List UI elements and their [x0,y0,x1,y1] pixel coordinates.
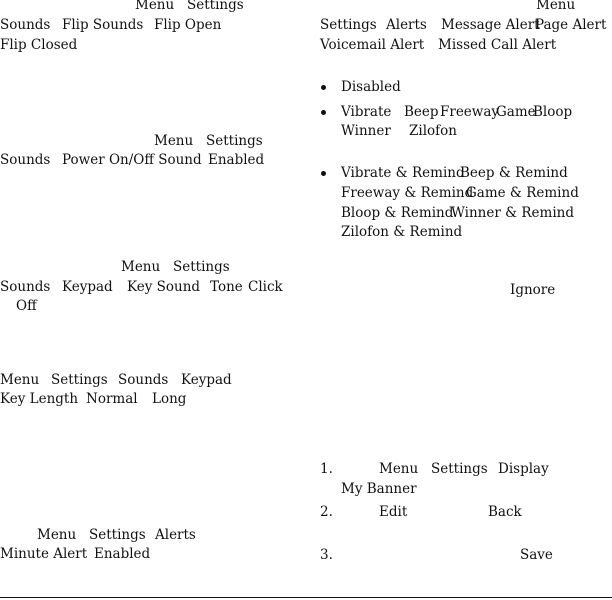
step-1-display: Display [498,461,549,477]
option-zilofon: Zilofon [409,123,457,139]
power-onoff-sound-label: Power On/Off Sound [62,152,202,168]
bullet-dot [321,171,326,176]
step-1-menu: Menu [379,461,419,477]
option-game: Game [496,104,536,120]
keysound-tone-label: Tone [210,279,243,295]
option-zilofon-remind: Zilofon & Remind [341,224,463,240]
alerts-page-alert-label: Page Alert [535,17,607,33]
keylength-menu-label: Menu [0,372,40,388]
step-2-edit: Edit [379,504,408,520]
option-game-remind: Game & Remind [466,185,579,201]
option-vibrate: Vibrate [341,104,392,120]
step-2-number: 2. [320,504,333,520]
minute-alerts-label: Alerts [155,527,196,543]
keysound-off-label: Off [16,298,37,314]
alerts-alerts-label: Alerts [386,17,427,33]
power-menu-label: Menu [154,133,194,149]
ignore-label: Ignore [510,282,556,298]
option-freeway-remind: Freeway & Remind [341,185,474,201]
keylength-normal-label: Normal [86,391,138,407]
alerts-settings-label: Settings [320,17,377,33]
flip-open-label: Flip Open [154,17,222,33]
minute-settings-label: Settings [89,527,146,543]
option-beep: Beep [404,104,439,120]
keylength-keypad-label: Keypad [181,372,232,388]
option-bloop: Bloop [533,104,573,120]
keysound-click-label: Click [248,279,283,295]
bullet-dot [321,85,326,90]
alerts-missed-call-alert-label: Missed Call Alert [438,37,557,53]
option-bloop-remind: Bloop & Remind [341,205,454,221]
power-settings-label: Settings [206,133,263,149]
step-3-number: 3. [320,547,333,563]
bottom-rule [0,597,612,598]
step-2-back: Back [488,504,522,520]
keysound-menu-label: Menu [121,259,161,275]
flip-closed-label: Flip Closed [0,37,78,53]
option-disabled: Disabled [341,79,401,95]
option-winner-remind: Winner & Remind [451,205,574,221]
keysound-sounds-label: Sounds [0,279,51,295]
option-vibrate-remind: Vibrate & Remind [341,165,465,181]
flip-settings-label: Settings [187,0,244,13]
power-enabled-label: Enabled [208,152,265,168]
flip-sounds-submenu-label: Flip Sounds [62,17,144,33]
alerts-voicemail-alert-label: Voicemail Alert [320,37,425,53]
alerts-menu-label: Menu [536,0,576,13]
keylength-keylength-label: Key Length [0,391,79,407]
step-1-my-banner: My Banner [341,481,417,497]
keylength-sounds-label: Sounds [118,372,169,388]
minute-alert-label: Minute Alert [0,546,88,562]
keylength-long-label: Long [152,391,187,407]
option-winner: Winner [341,123,391,139]
minute-enabled-label: Enabled [94,546,151,562]
keysound-keysound-label: Key Sound [127,279,201,295]
step-1-number: 1. [320,461,333,477]
keysound-settings-label: Settings [173,259,230,275]
step-3-save: Save [520,547,553,563]
option-freeway: Freeway [440,104,500,120]
step-1-settings: Settings [431,461,488,477]
minute-menu-label: Menu [37,527,77,543]
keysound-keypad-label: Keypad [62,279,113,295]
flip-menu-label: Menu [135,0,175,13]
option-beep-remind: Beep & Remind [460,165,568,181]
keylength-settings-label: Settings [51,372,108,388]
power-sounds-label: Sounds [0,152,51,168]
bullet-dot [321,110,326,115]
alerts-message-alert-label: Message Alert [441,17,540,33]
flip-sounds-label: Sounds [0,17,51,33]
